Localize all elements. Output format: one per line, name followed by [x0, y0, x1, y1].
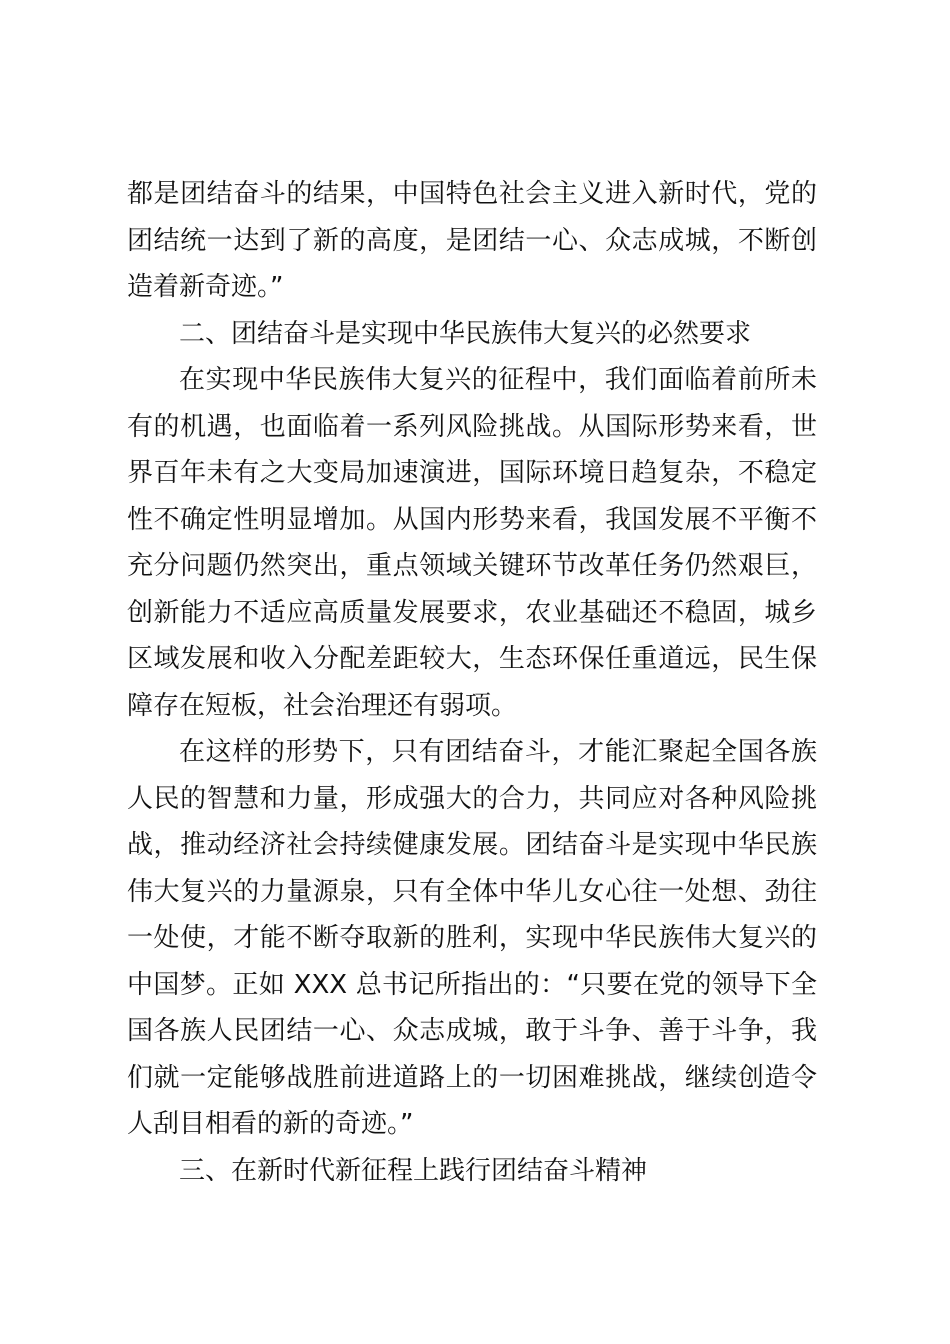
paragraph-continuation: 都是团结奋斗的结果，中国特色社会主义进入新时代，党的团结统一达到了新的高度，是团结一心、众志成城，不断创造着新奇迹。”	[127, 179, 817, 302]
section-heading-3: 三、在新时代新征程上践行团结奋斗精神	[179, 1155, 648, 1186]
paragraph-challenges: 在实现中华民族伟大复兴的征程中，我们面临着前所未有的机遇，也面临着一系列风险挑战。从国际形势来看，世界百年未有之大变局加速演进，国际环境日趋复杂，不稳定性不确定性明显增加。从国内形势来看，我国发展不平衡不充分问题仍然突出，重点领域关键环节改革任务仍然艰巨，创新能力不适应高质量发展要求，农业基础还不稳固，城乡区域发展和收入分配差距较大，生态环保任重道远，民生保障存在短板，社会治理还有弱项。	[127, 365, 817, 721]
paragraph-unity-strength: 在这样的形势下，只有团结奋斗，才能汇聚起全国各族人民的智慧和力量，形成强大的合力，共同应对各种风险挑战，推动经济社会持续健康发展。团结奋斗是实现中华民族伟大复兴的力量源泉，只有全体中华儿女心往一处想、劲往一处使，才能不断夺取新的胜利，实现中华民族伟大复兴的中国梦。正如 XXX 总书记所指出的：“只要在党的领导下全国各族人民团结一心、众志成城，敢于斗争、善于斗争，我们就一定能够战胜前进道路上的一切困难挑战，继续创造令人刮目相看的新的奇迹。”	[127, 737, 817, 1139]
section-heading-2: 二、团结奋斗是实现中华民族伟大复兴的必然要求	[179, 318, 752, 349]
document-page	[127, 171, 817, 1194]
